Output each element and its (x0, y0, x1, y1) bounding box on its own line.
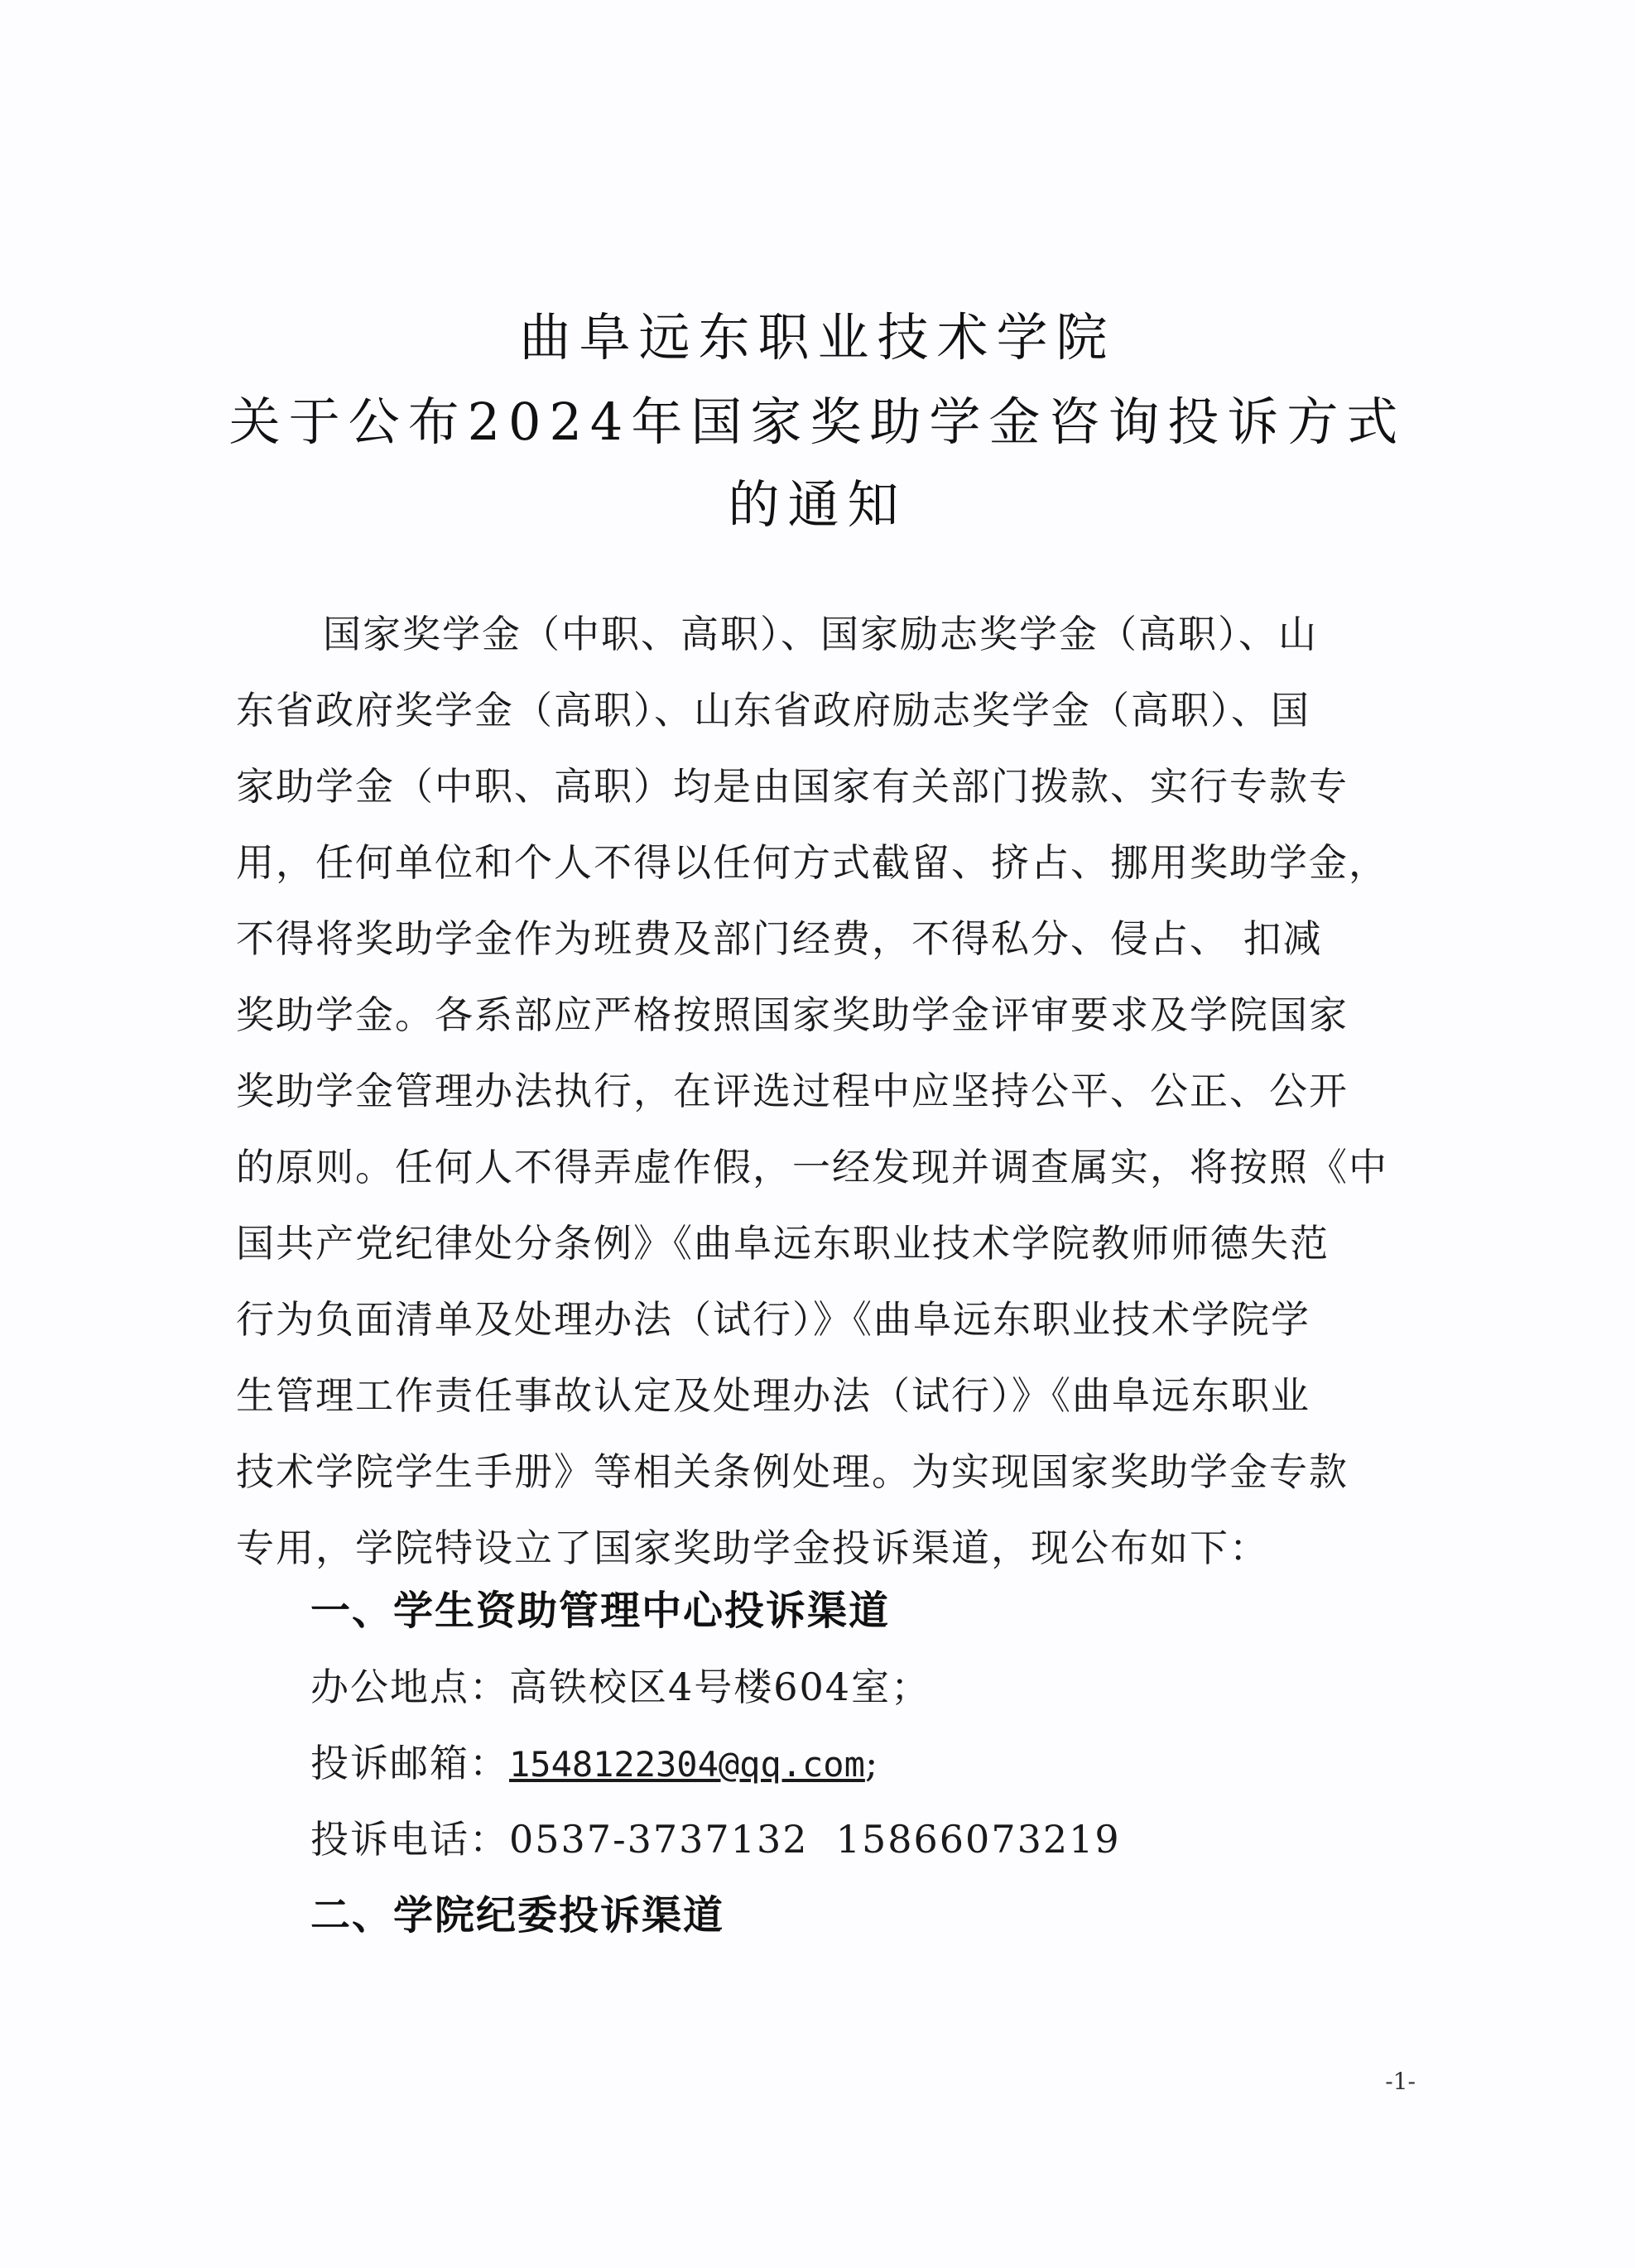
body-line-4: 用，任何单位和个人不得以任何方式截留、挤占、挪用奖助学金， (236, 840, 1388, 885)
body-line-9: 国共产党纪律处分条例》《曲阜远东职业技术学院教师师德失范 (236, 1221, 1330, 1266)
body-line-5: 不得将奖助学金作为班费及部门经费，不得私分、侵占、 扣减 (236, 916, 1323, 961)
body-line-10: 行为负面清单及处理办法（试行）》《曲阜远东职业技术学院学 (236, 1297, 1310, 1342)
phone-value: 0537-3737132 15866073219 (509, 1817, 1121, 1862)
office-address-line (310, 1664, 931, 1710)
body-line-2: 东省政府奖学金（高职）、山东省政府励志奖学金（高职）、国 (236, 688, 1310, 733)
office-label: 办公地点： (310, 1665, 509, 1709)
body-line-13: 专用，学院特设立了国家奖助学金投诉渠道，现公布如下： (236, 1526, 1269, 1570)
title-line-3: 的通知 (728, 474, 907, 535)
title-line-2: 关于公布2024年国家奖助学金咨询投诉方式 (228, 392, 1407, 452)
body-line-1: 国家奖学金（中职、高职）、国家励志奖学金（高职）、山 (323, 612, 1318, 656)
email-label: 投诉邮箱： (310, 1741, 509, 1785)
body-line-8: 的原则。任何人不得弄虚作假，一经发现并调查属实，将按照《中 (236, 1145, 1388, 1189)
section-1-heading: 一、学生资助管理中心投诉渠道 (310, 1588, 891, 1634)
complaint-email-line (310, 1740, 879, 1788)
page-number: -1- (1385, 2068, 1416, 2095)
office-value: 高铁校区4号楼604室； (509, 1665, 931, 1709)
section-2-heading: 二、学院纪委投诉渠道 (310, 1892, 725, 1939)
phone-label: 投诉电话： (310, 1817, 509, 1862)
body-line-12: 技术学院学生手册》等相关条例处理。为实现国家奖助学金专款 (236, 1449, 1349, 1494)
email-suffix: ; (864, 1741, 880, 1785)
body-line-3: 家助学金（中职、高职）均是由国家有关部门拨款、实行专款专 (236, 764, 1349, 809)
body-line-11: 生管理工作责任事故认定及处理办法（试行）》《曲阜远东职业 (236, 1373, 1310, 1418)
title-line-1: 曲阜远东职业技术学院 (519, 307, 1116, 368)
complaint-phone-line (310, 1816, 1121, 1862)
body-line-7: 奖助学金管理办法执行，在评选过程中应坚持公平、公正、公开 (236, 1069, 1349, 1113)
body-line-6: 奖助学金。各系部应严格按照国家奖助学金评审要求及学院国家 (236, 992, 1349, 1037)
email-link[interactable]: 1548122304@qq.com (509, 1744, 865, 1785)
